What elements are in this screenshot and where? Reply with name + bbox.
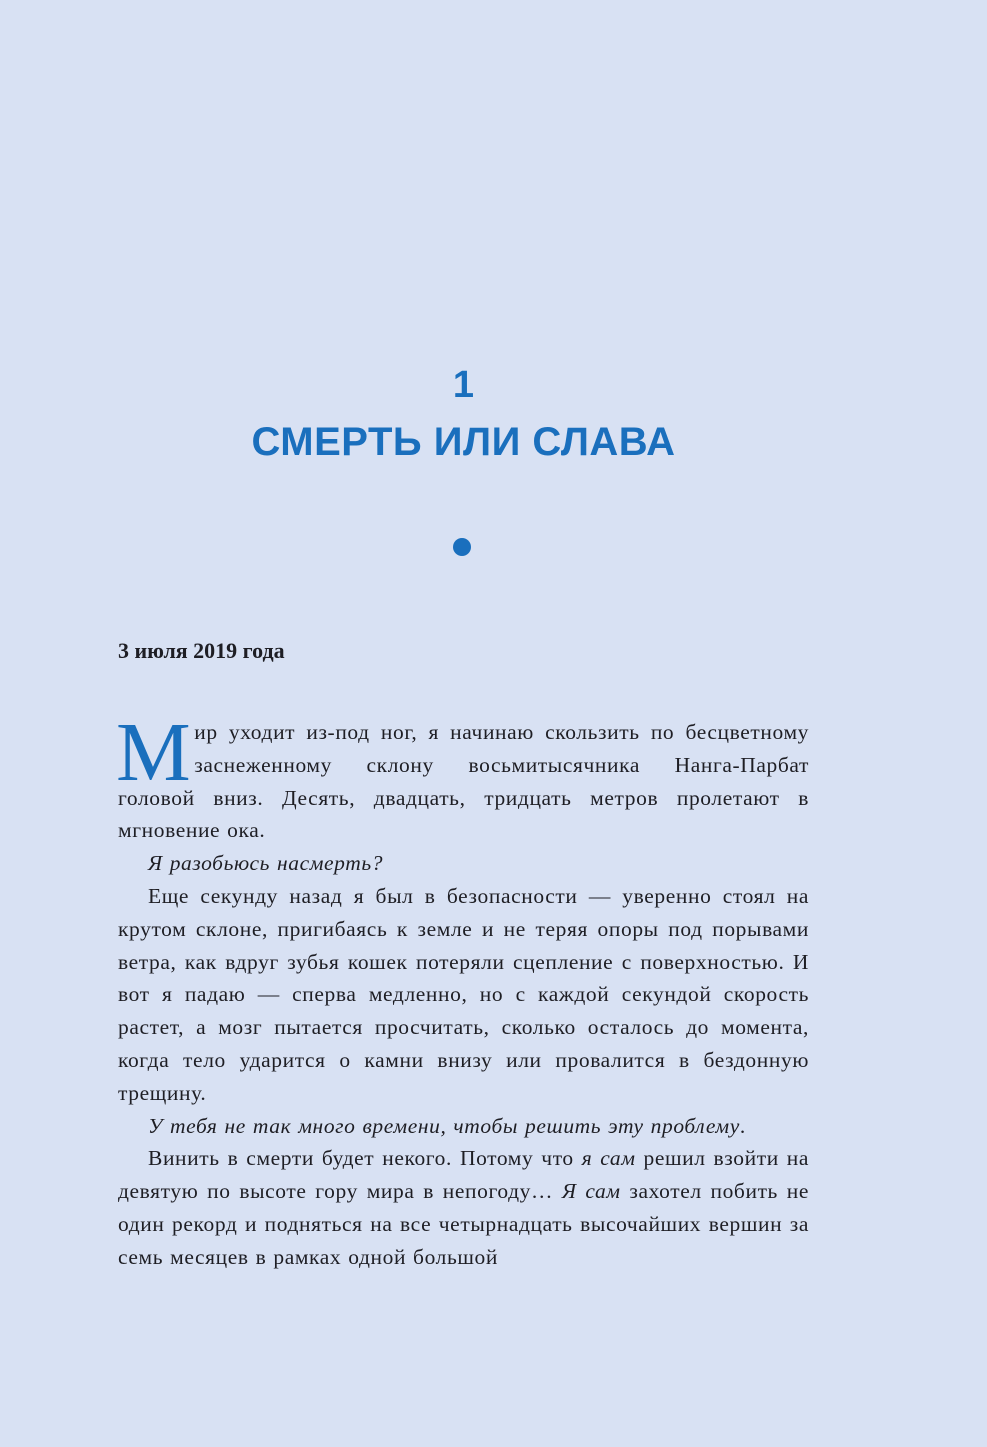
chapter-title: СМЕРТЬ ИЛИ СЛАВА — [251, 420, 676, 464]
paragraph-5-part1: Винить в смерти будет некого. Потому что — [148, 1146, 582, 1171]
paragraph-4 — [118, 1110, 809, 1143]
paragraph-4-italic: У тебя не так много времени, чтобы решить эту проблему — [148, 1113, 740, 1138]
paragraph-5-italic2: Я сам — [561, 1179, 621, 1204]
date-heading: 3 июля 2019 года — [118, 638, 285, 663]
paragraph-5-part3: захотел побить не один рекорд и подняться на все четырнадцать высочайших вершин за семь месяцев в рамках одной большой — [118, 1179, 809, 1269]
paragraph-5 — [118, 1142, 809, 1273]
chapter-divider-dot — [453, 538, 471, 556]
chapter-number: 1 — [452, 364, 475, 406]
paragraph-5-part2: решил взойти на девятую по высоте гору мира в непогоду… — [118, 1146, 809, 1204]
drop-cap: М — [116, 706, 192, 799]
paragraph-4-end: . — [739, 1113, 746, 1138]
paragraph-3: Еще секунду назад я был в безопасности — уверенно стоял на крутом склоне, пригибаясь к земле и не теряя опоры под порывами ветра, как вдруг зубья кошек потеряли сцепление с поверхностью. И вот я падаю — сперва медленно, но с каждой секундой скорость растет, а мозг пытается просчитать, сколько осталось до момента, когда тело ударится о камни внизу или провалится в бездонную трещину. — [118, 883, 809, 1105]
paragraph-2-italic: Я разобьюсь насмерть? — [148, 851, 384, 876]
paragraph-1 — [116, 706, 809, 847]
paragraph-2 — [118, 847, 809, 880]
body-text — [116, 706, 809, 1274]
paragraph-1-text: ир уходит из-под ног, я начинаю скользить по бесцветному заснеженному склону восьмитысячника Нанга-Парбат головой вниз. Десять, двадцать, тридцать метров пролетают в мгновение ока. — [118, 720, 809, 843]
paragraph-5-italic1: я сам — [581, 1146, 636, 1171]
